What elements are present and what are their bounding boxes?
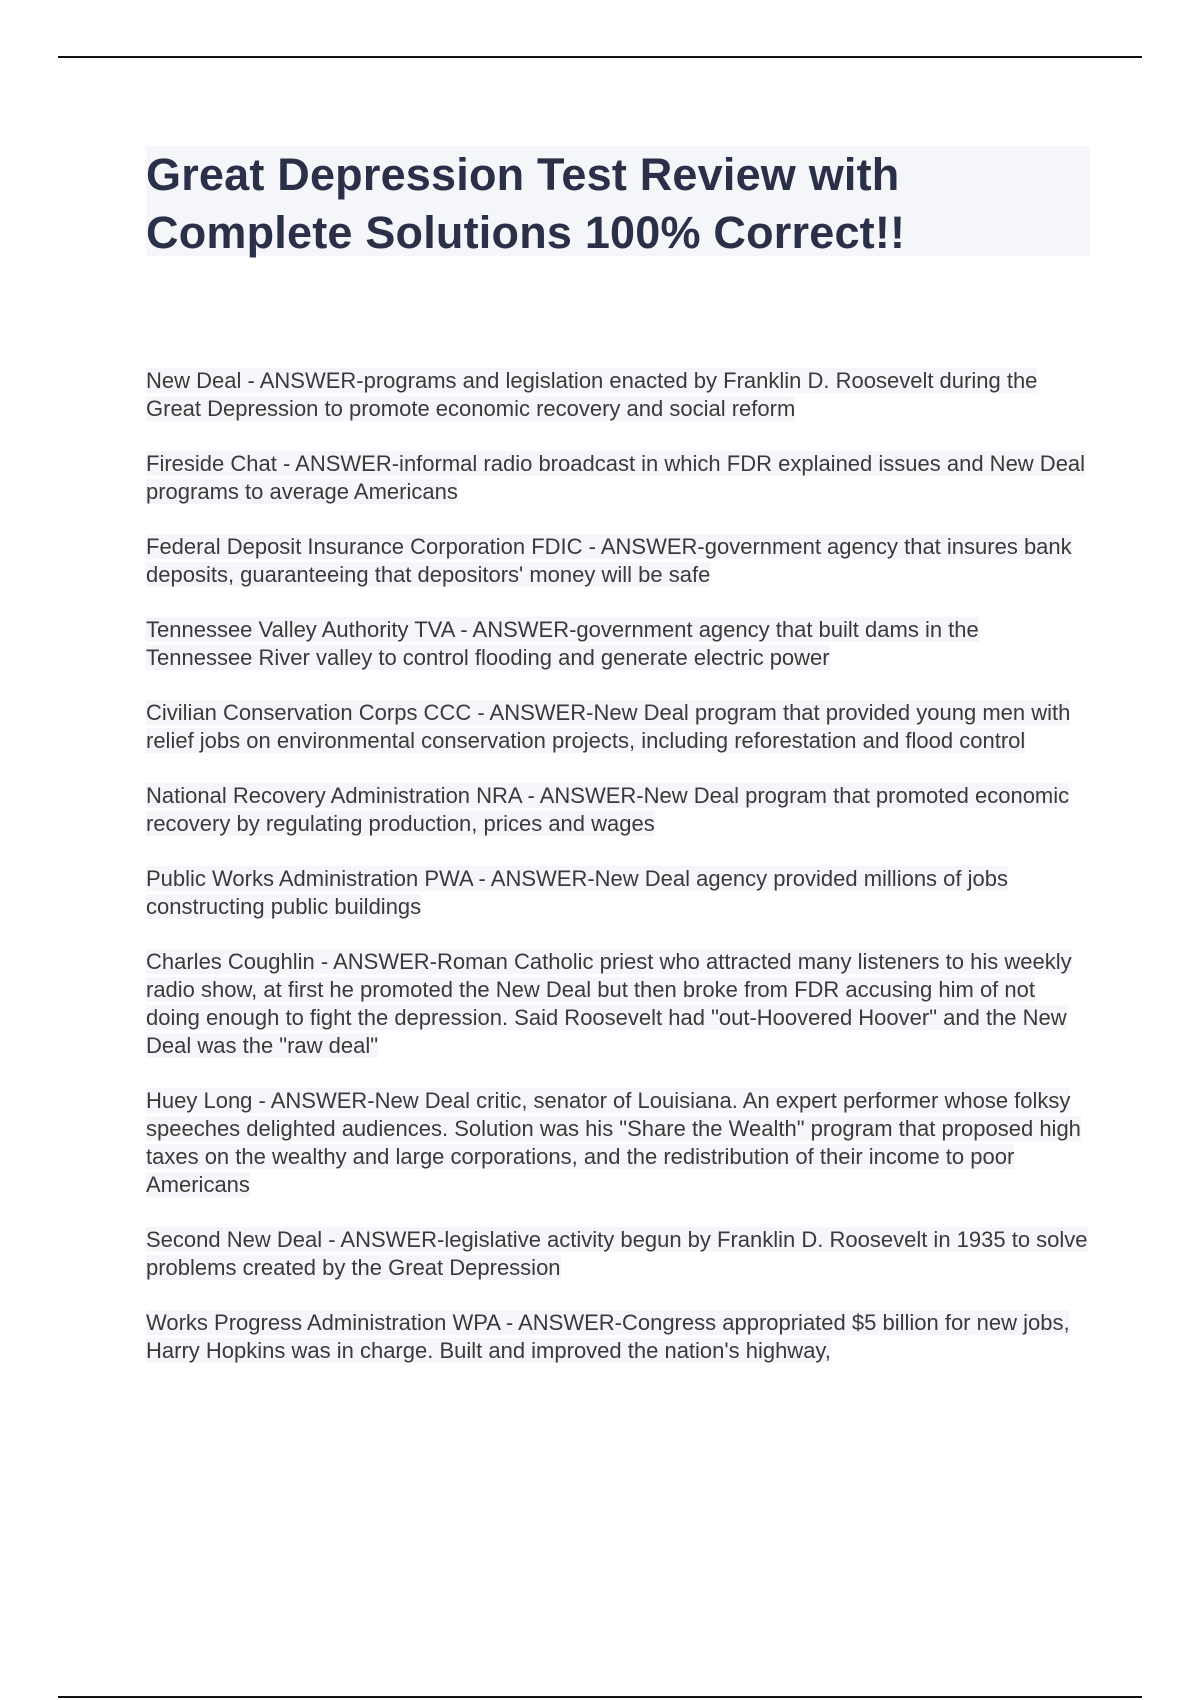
qa-list (146, 367, 1090, 1392)
qa-item-huey-long: Huey Long - ANSWER-New Deal critic, senator of Louisiana. An expert performer whose folksy speeches delighted audiences. Solution was his "Share the Wealth" program that proposed high taxes on the wealthy and large corporations, and the redistribution of their income to poor Americans (146, 1088, 1081, 1197)
qa-item-fdic: Federal Deposit Insurance Corporation FDIC - ANSWER-government agency that insures bank deposits, guaranteeing that depositors' money will be safe (146, 534, 1072, 587)
qa-item-wpa: Works Progress Administration WPA - ANSWER-Congress appropriated $5 billion for new jobs, Harry Hopkins was in charge. Built and improved the nation's highway, (146, 1310, 1070, 1363)
qa-item-pwa: Public Works Administration PWA - ANSWER-New Deal agency provided millions of jobs constructing public buildings (146, 866, 1008, 919)
document-title: Great Depression Test Review with Complete Solutions 100% Correct!! (146, 149, 906, 258)
qa-item-fireside-chat: Fireside Chat - ANSWER-informal radio broadcast in which FDR explained issues and New Deal programs to average Americans (146, 451, 1086, 504)
qa-item-charles-coughlin: Charles Coughlin - ANSWER-Roman Catholic priest who attracted many listeners to his weekly radio show, at first he promoted the New Deal but then broke from FDR accusing him of not doing enough to fight the depression. Said Roosevelt had "out-Hoovered Hoover" and the New Deal was the "raw deal" (146, 949, 1072, 1058)
bottom-divider (58, 1696, 1142, 1698)
qa-item-ccc: Civilian Conservation Corps CCC - ANSWER-New Deal program that provided young men with relief jobs on environmental conservation projects, including reforestation and flood control (146, 700, 1071, 753)
qa-item-tva: Tennessee Valley Authority TVA - ANSWER-government agency that built dams in the Tennessee River valley to control flooding and generate electric power (146, 617, 979, 670)
qa-item-nra: National Recovery Administration NRA - ANSWER-New Deal program that promoted economic recovery by regulating production, prices and wages (146, 783, 1070, 836)
qa-item-new-deal: New Deal - ANSWER-programs and legislation enacted by Franklin D. Roosevelt during the Great Depression to promote economic recovery and social reform (146, 368, 1038, 421)
title-block (146, 146, 1090, 256)
qa-item-second-new-deal: Second New Deal - ANSWER-legislative activity begun by Franklin D. Roosevelt in 1935 to solve problems created by the Great Depression (146, 1227, 1088, 1280)
top-divider (58, 56, 1142, 58)
